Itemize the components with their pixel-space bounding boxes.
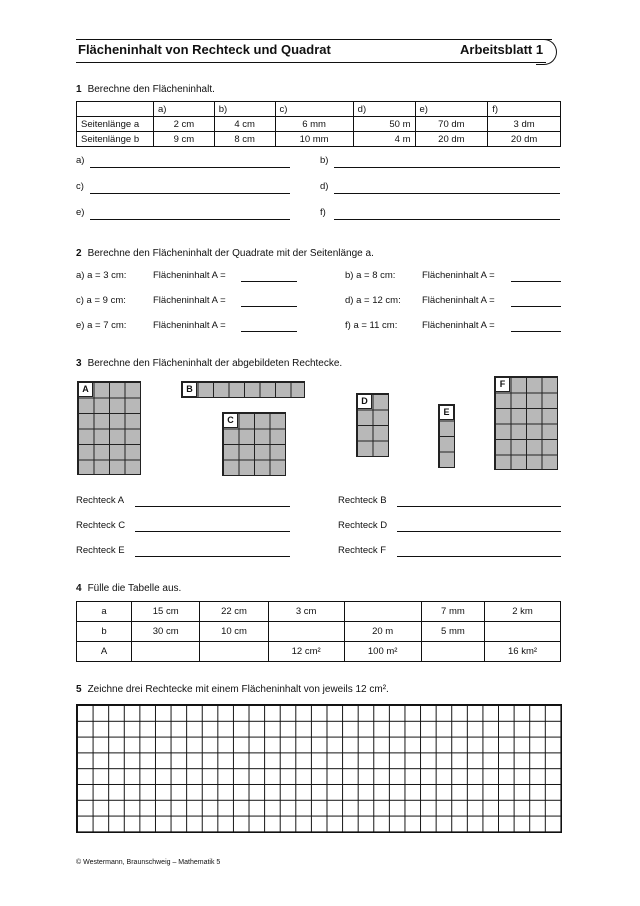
- answer-line[interactable]: [135, 531, 290, 532]
- question-label: Flächeninhalt A =: [422, 270, 495, 281]
- question-label: Flächeninhalt A =: [153, 295, 226, 306]
- answer-line[interactable]: [135, 556, 290, 557]
- task3-text: Berechne den Flächeninhalt der abgebildeten Rechtecke.: [87, 358, 343, 369]
- answer-line-b[interactable]: [334, 167, 560, 168]
- task5-text: Zeichne drei Rechtecke mit einem Flächeninhalt von jeweils 12 cm².: [87, 684, 389, 695]
- answer-line-f[interactable]: [334, 219, 560, 220]
- answer-label: c): [76, 181, 84, 192]
- task2-text: Berechne den Flächeninhalt der Quadrate mit der Seitenlänge a.: [87, 248, 374, 259]
- page-title: Flächeninhalt von Rechteck und Quadrat: [78, 42, 331, 57]
- table-row: a 15 cm 22 cm 3 cm 7 mm 2 km: [77, 602, 561, 622]
- answer-label: d): [320, 181, 329, 192]
- rectangle-label: F: [495, 377, 510, 392]
- answer-label: a): [76, 155, 85, 166]
- answer-label: Rechteck A: [76, 495, 125, 506]
- answer-line[interactable]: [241, 281, 297, 282]
- rectangle-label: A: [78, 382, 93, 397]
- answer-label: b): [320, 155, 329, 166]
- task4-heading: [76, 583, 181, 594]
- answer-line[interactable]: [511, 306, 561, 307]
- task1-number: 1: [76, 84, 82, 95]
- question: b) a = 8 cm:: [345, 270, 396, 281]
- task1-text: Berechne den Flächeninhalt.: [87, 84, 215, 95]
- rectangle-label: C: [223, 413, 238, 428]
- answer-label: Rechteck E: [76, 545, 125, 556]
- answer-line[interactable]: [135, 506, 290, 507]
- table-row: A 12 cm² 100 m² 16 km²: [77, 642, 561, 662]
- answer-label: f): [320, 207, 326, 218]
- question: a) a = 3 cm:: [76, 270, 127, 281]
- header-rule: [76, 39, 552, 40]
- table-row: Seitenlänge a 2 cm 4 cm 6 mm 50 m 70 dm 3 dm: [77, 117, 561, 132]
- rectangle-label: D: [357, 394, 372, 409]
- task3-number: 3: [76, 358, 82, 369]
- drawing-grid[interactable]: [76, 704, 562, 833]
- answer-line[interactable]: [241, 306, 297, 307]
- table-row: Seitenlänge b 9 cm 8 cm 10 mm 4 m 20 dm 20 dm: [77, 132, 561, 147]
- question-label: Flächeninhalt A =: [422, 295, 495, 306]
- question: e) a = 7 cm:: [76, 320, 127, 331]
- task5-number: 5: [76, 684, 82, 695]
- answer-line-a[interactable]: [90, 167, 290, 168]
- answer-line[interactable]: [511, 281, 561, 282]
- rectangle-b: [181, 381, 305, 398]
- copyright-footer: © Westermann, Braunschweig – Mathematik 5: [76, 859, 221, 866]
- answer-line[interactable]: [397, 556, 561, 557]
- task1-table: [76, 101, 561, 147]
- sheet-label: Arbeitsblatt 1: [460, 42, 544, 57]
- answer-label: Rechteck D: [338, 520, 388, 531]
- task1-heading: [76, 84, 215, 95]
- question: f) a = 11 cm:: [345, 320, 398, 331]
- question-label: Flächeninhalt A =: [422, 320, 495, 331]
- table-row: a) b) c) d) e) f): [77, 102, 561, 117]
- table-row: b 30 cm 10 cm 20 m 5 mm: [77, 622, 561, 642]
- answer-line-e[interactable]: [90, 219, 290, 220]
- task2-number: 2: [76, 248, 82, 259]
- answer-label: Rechteck C: [76, 520, 126, 531]
- answer-label: Rechteck F: [338, 545, 387, 556]
- task4-number: 4: [76, 583, 82, 594]
- task4-table: [76, 601, 561, 662]
- rectangle-label: E: [439, 405, 454, 420]
- answer-line-c[interactable]: [90, 193, 290, 194]
- answer-line[interactable]: [397, 531, 561, 532]
- answer-line[interactable]: [241, 331, 297, 332]
- header-underline: [76, 62, 546, 63]
- answer-label: Rechteck B: [338, 495, 387, 506]
- answer-label: e): [76, 207, 85, 218]
- task3-heading: [76, 358, 342, 369]
- answer-line[interactable]: [511, 331, 561, 332]
- task5-heading: [76, 684, 389, 695]
- question: d) a = 12 cm:: [345, 295, 401, 306]
- answer-line-d[interactable]: [334, 193, 560, 194]
- question-label: Flächeninhalt A =: [153, 270, 226, 281]
- task2-heading: [76, 248, 374, 259]
- question: c) a = 9 cm:: [76, 295, 126, 306]
- rectangle-label: B: [182, 382, 197, 397]
- question-label: Flächeninhalt A =: [153, 320, 226, 331]
- answer-line[interactable]: [397, 506, 561, 507]
- task4-text: Fülle die Tabelle aus.: [87, 583, 182, 594]
